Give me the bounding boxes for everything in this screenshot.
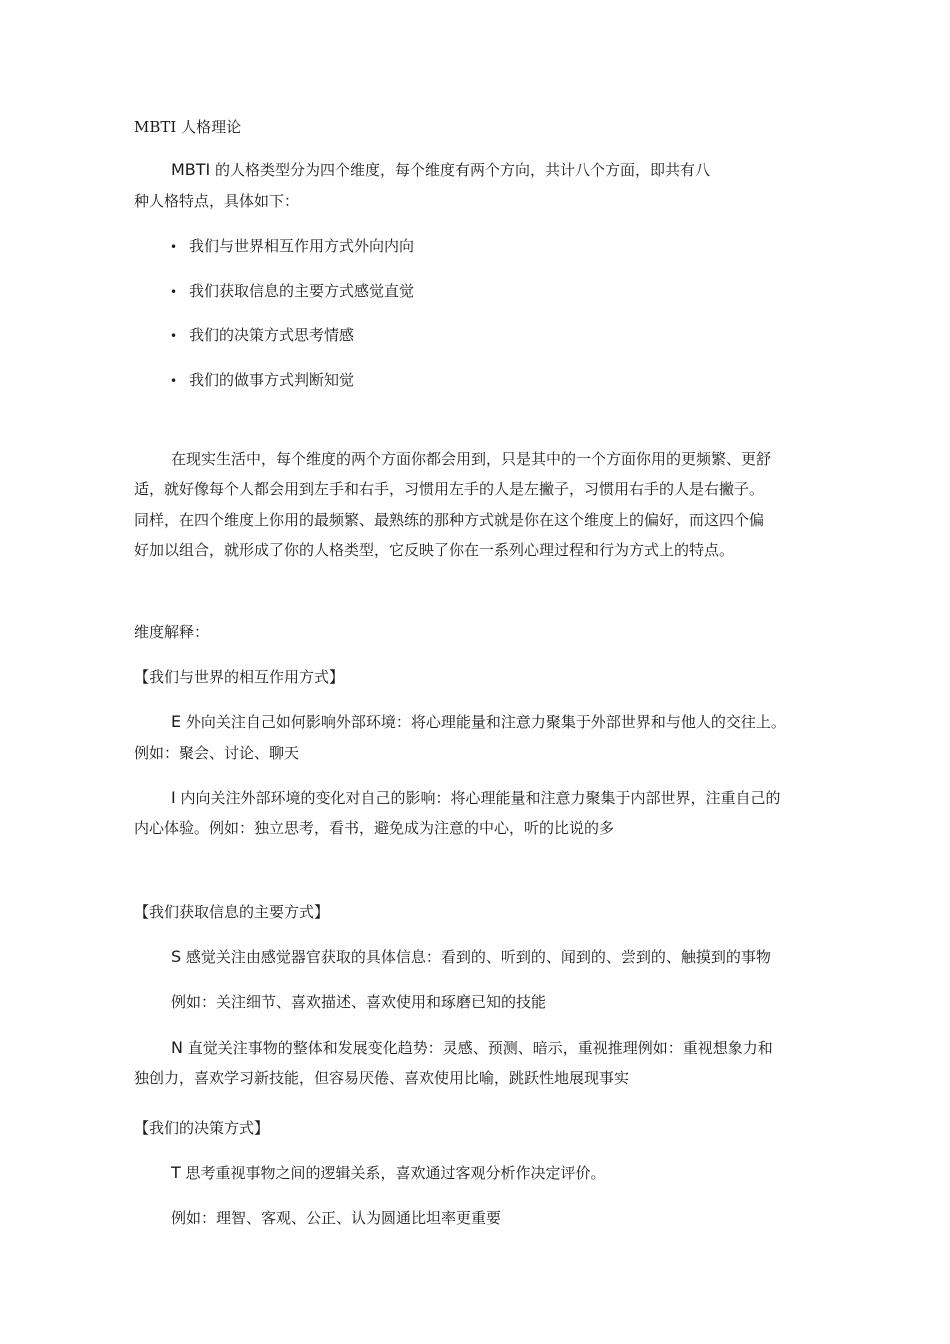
bullet-dot-icon: • xyxy=(170,374,178,388)
bullet-text: 我们获取信息的主要方式感觉直觉 xyxy=(189,282,415,300)
t-line-1 xyxy=(171,1163,606,1183)
bullet-text: 我们与世界相互作用方式外向内向 xyxy=(189,237,415,255)
n-line-2: 独创力，喜欢学习新技能，但容易厌倦、喜欢使用比喻，跳跃性地展现事实 xyxy=(134,1069,630,1087)
paragraph-line-2: 适，就好像每个人都会用到左手和右手，习惯用左手的人是左撇子，习惯用右手的人是右撇子。 xyxy=(134,480,765,498)
t-line-1-text: 思考重视事物之间的逻辑关系，喜欢通过客观分析作决定评价。 xyxy=(180,1164,606,1182)
i-line-1-text: 内向关注外部环境的变化对自己的影响：将心理能量和注意力聚集于内部世界，注重自己的 xyxy=(175,789,781,807)
bullet-item-3 xyxy=(170,325,354,346)
paragraph-line-1: 在现实生活中，每个维度的两个方面你都会用到，只是其中的一个方面你用的更频繁、更舒 xyxy=(171,450,772,468)
intro-mbti-term: MBTI xyxy=(171,160,211,179)
n-line-1 xyxy=(171,1038,773,1058)
s-line-1 xyxy=(171,947,771,967)
dimension-intro: 维度解释： xyxy=(134,623,210,641)
i-line-2: 内心体验。例如：独立思考，看书，避免成为注意的中心，听的比说的多 xyxy=(134,819,615,837)
s-letter: S xyxy=(171,947,182,966)
bullet-item-2 xyxy=(170,281,414,302)
i-letter: I xyxy=(171,788,176,807)
e-line-2: 例如：聚会、讨论、聊天 xyxy=(134,744,300,762)
paragraph-line-3: 同样，在四个维度上你用的最频繁、最熟练的那种方式就是你在这个维度上的偏好，而这四个偏 xyxy=(134,511,765,529)
s-line-2: 例如：关注细节、喜欢描述、喜欢使用和琢磨已知的技能 xyxy=(171,993,547,1011)
paragraph-line-4: 好加以组合，就形成了你的人格类型，它反映了你在一系列心理过程和行为方式上的特点。 xyxy=(134,541,735,559)
intro-line-2: 种人格特点，具体如下： xyxy=(134,192,300,210)
bullet-item-4 xyxy=(170,370,354,391)
e-letter: E xyxy=(171,712,182,731)
t-line-2: 例如：理智、客观、公正、认为圆通比坦率更重要 xyxy=(171,1209,502,1227)
document-title: MBTI 人格理论 xyxy=(134,118,242,136)
i-line-1 xyxy=(171,788,781,808)
n-letter: N xyxy=(171,1038,183,1057)
bullet-dot-icon: • xyxy=(170,285,178,299)
intro-line-1 xyxy=(171,160,710,180)
n-line-1-text: 直觉关注事物的整体和发展变化趋势：灵感、预测、暗示，重视推理例如：重视想象力和 xyxy=(182,1039,773,1057)
s-line-1-text: 感觉关注由感觉器官获取的具体信息：看到的、听到的、闻到的、尝到的、触摸到的事物 xyxy=(181,948,771,966)
section-heading-interaction: 【我们与世界的相互作用方式】 xyxy=(134,668,345,686)
bullet-dot-icon: • xyxy=(170,329,178,343)
bullet-dot-icon: • xyxy=(170,240,178,254)
section-heading-information: 【我们获取信息的主要方式】 xyxy=(134,903,330,921)
bullet-item-1 xyxy=(170,236,414,257)
e-line-1-text: 外向关注自己如何影响外部环境：将心理能量和注意力聚集于外部世界和与他人的交往上。 xyxy=(181,713,786,731)
bullet-text: 我们的做事方式判断知觉 xyxy=(189,371,355,389)
e-line-1 xyxy=(171,712,786,732)
intro-line-1-text: 的人格类型分为四个维度，每个维度有两个方向，共计八个方面，即共有八 xyxy=(210,161,711,179)
bullet-text: 我们的决策方式思考情感 xyxy=(189,326,355,344)
section-heading-decision: 【我们的决策方式】 xyxy=(134,1119,270,1137)
t-letter: T xyxy=(171,1163,181,1182)
